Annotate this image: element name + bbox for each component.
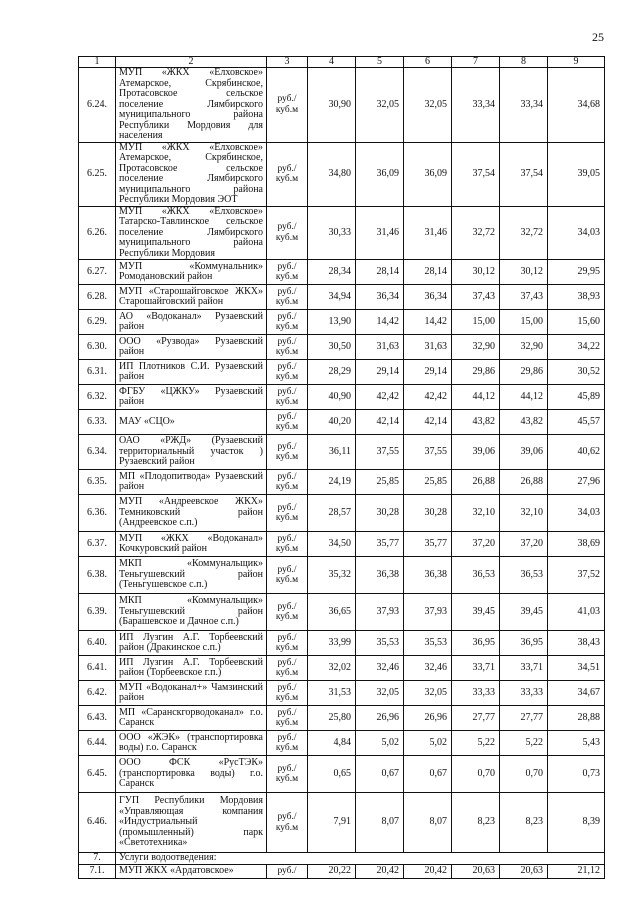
table-row — [79, 532, 605, 557]
tariff-value: 37,54 — [500, 142, 548, 206]
tariff-value: 36,34 — [356, 285, 404, 310]
organization-name: ИП Лузгин А.Г. Торбеевский район (Торбеевское г.п.) — [116, 656, 267, 681]
row-number: 6.40. — [79, 631, 116, 656]
tariff-value: 14,42 — [356, 310, 404, 335]
tariff-value: 30,12 — [500, 260, 548, 285]
tariff-value: 37,43 — [500, 285, 548, 310]
tariff-value: 32,05 — [356, 68, 404, 143]
tariff-value: 30,28 — [404, 495, 452, 532]
unit-cell: руб./ куб.м — [267, 335, 308, 360]
tariff-value: 35,32 — [308, 557, 356, 594]
table-row — [79, 631, 605, 656]
tariff-value: 30,28 — [356, 495, 404, 532]
tariff-value: 37,55 — [404, 435, 452, 470]
tariff-value: 20,42 — [404, 864, 452, 878]
tariff-value: 33,71 — [452, 656, 500, 681]
organization-name: МУП «Коммунальник» Ромодановский район — [116, 260, 267, 285]
tariff-value: 36,38 — [404, 557, 452, 594]
tariff-value: 33,99 — [308, 631, 356, 656]
unit-cell: руб./ куб.м — [267, 532, 308, 557]
unit-cell: руб./ куб.м — [267, 360, 308, 385]
tariff-value: 39,06 — [500, 435, 548, 470]
tariff-value: 32,72 — [500, 206, 548, 260]
tariff-value: 0,70 — [452, 756, 500, 793]
tariff-value: 39,06 — [452, 435, 500, 470]
header-cell: 8 — [500, 57, 548, 68]
table-row — [79, 557, 605, 594]
header-cell: 6 — [404, 57, 452, 68]
tariff-value: 34,50 — [308, 532, 356, 557]
tariff-value: 5,22 — [500, 731, 548, 756]
tariff-value: 33,34 — [500, 68, 548, 143]
tariff-value: 28,88 — [548, 706, 605, 731]
tariff-value: 34,94 — [308, 285, 356, 310]
tariff-value: 38,93 — [548, 285, 605, 310]
row-number: 6.43. — [79, 706, 116, 731]
tariff-value: 15,00 — [452, 310, 500, 335]
organization-name: МКП «Коммунальщик» Теньгушевский район (Барашевское и Дачное с.п.) — [116, 594, 267, 631]
tariff-value: 7,91 — [308, 793, 356, 853]
row-number: 6.41. — [79, 656, 116, 681]
unit-cell: руб./ куб.м — [267, 557, 308, 594]
organization-name: МУП «Водоканал+» Чамзинский район — [116, 681, 267, 706]
tariff-value: 42,42 — [356, 385, 404, 410]
tariff-value: 34,03 — [548, 206, 605, 260]
unit-cell: руб./ куб.м — [267, 495, 308, 532]
tariff-value: 28,29 — [308, 360, 356, 385]
row-number: 6.36. — [79, 495, 116, 532]
tariff-value: 0,73 — [548, 756, 605, 793]
section-row — [79, 853, 605, 865]
unit-cell: руб./ — [267, 864, 308, 878]
table-row — [79, 335, 605, 360]
unit-cell: руб./ куб.м — [267, 435, 308, 470]
tariff-value: 15,00 — [500, 310, 548, 335]
table-row — [79, 681, 605, 706]
tariff-value: 42,42 — [404, 385, 452, 410]
organization-name: МКП «Коммунальщик» Теньгушевский район (Теньгушевское с.п.) — [116, 557, 267, 594]
tariff-value: 35,77 — [356, 532, 404, 557]
table-row — [79, 793, 605, 853]
tariff-value: 0,67 — [356, 756, 404, 793]
organization-name: ФГБУ «ЦЖКУ» Рузаевский район — [116, 385, 267, 410]
tariff-value: 34,80 — [308, 142, 356, 206]
organization-name: ООО ФСК «РусТЭК» (транспортировка воды) г.о. Саранск — [116, 756, 267, 793]
unit-cell: руб./ куб.м — [267, 206, 308, 260]
tariff-value: 35,53 — [356, 631, 404, 656]
tariff-value: 26,96 — [356, 706, 404, 731]
tariff-value: 32,72 — [452, 206, 500, 260]
tariff-value: 8,23 — [500, 793, 548, 853]
section-number: 7. — [79, 853, 116, 865]
tariff-value: 44,12 — [500, 385, 548, 410]
unit-cell: руб./ куб.м — [267, 310, 308, 335]
tariff-value: 32,90 — [500, 335, 548, 360]
tariff-value: 45,89 — [548, 385, 605, 410]
unit-cell: руб./ куб.м — [267, 656, 308, 681]
organization-name: МУП «ЖКХ «Водоканал» Кочкуровский район — [116, 532, 267, 557]
tariff-value: 34,03 — [548, 495, 605, 532]
header-row — [79, 57, 605, 68]
tariff-value: 8,07 — [404, 793, 452, 853]
table-row — [79, 435, 605, 470]
row-number: 6.39. — [79, 594, 116, 631]
tariff-value: 33,34 — [452, 68, 500, 143]
tariff-value: 0,70 — [500, 756, 548, 793]
tariff-value: 28,14 — [404, 260, 452, 285]
tariff-value: 28,57 — [308, 495, 356, 532]
tariff-value: 25,85 — [356, 470, 404, 495]
unit-cell: руб./ куб.м — [267, 631, 308, 656]
tariff-value: 31,53 — [308, 681, 356, 706]
table-row — [79, 470, 605, 495]
unit-cell: руб./ куб.м — [267, 681, 308, 706]
organization-name: ОАО «РЖД» (Рузаевский территориальный участок ) Рузаевский район — [116, 435, 267, 470]
tariff-value: 34,22 — [548, 335, 605, 360]
row-number: 6.29. — [79, 310, 116, 335]
tariff-value: 35,53 — [404, 631, 452, 656]
table-row — [79, 285, 605, 310]
organization-name: МУП «ЖКХ «Елховское» Атемарское, Скрябинское, Протасовское сельское поселение Лямбирского муниципального района Республики Мордовия ЭОТ — [116, 142, 267, 206]
tariff-value: 38,43 — [548, 631, 605, 656]
tariff-value: 32,46 — [404, 656, 452, 681]
tariff-value: 30,52 — [548, 360, 605, 385]
organization-name: ИП Лузгин А.Г. Торбеевский район (Дракинское с.п.) — [116, 631, 267, 656]
tariff-value: 40,90 — [308, 385, 356, 410]
tariff-value: 36,11 — [308, 435, 356, 470]
row-number: 6.38. — [79, 557, 116, 594]
tariff-value: 39,05 — [548, 142, 605, 206]
tariff-value: 29,14 — [404, 360, 452, 385]
tariff-value: 36,65 — [308, 594, 356, 631]
table-row — [79, 656, 605, 681]
tariff-value: 44,12 — [452, 385, 500, 410]
table-row — [79, 731, 605, 756]
row-number: 6.45. — [79, 756, 116, 793]
section-title: Услуги водоотведения: — [116, 853, 605, 865]
tariff-value: 32,90 — [452, 335, 500, 360]
unit-cell: руб./ куб.м — [267, 410, 308, 435]
row-number: 7.1. — [79, 864, 116, 878]
tariff-value: 37,93 — [356, 594, 404, 631]
tariff-value: 36,09 — [404, 142, 452, 206]
table-row — [79, 310, 605, 335]
table-row — [79, 495, 605, 532]
organization-name: ИП Плотников С.И. Рузаевский район — [116, 360, 267, 385]
tariff-value: 5,02 — [404, 731, 452, 756]
organization-name: МУП «Андреевское ЖКХ» Темниковский район (Андреевское с.п.) — [116, 495, 267, 532]
tariff-value: 35,77 — [404, 532, 452, 557]
tariff-value: 30,50 — [308, 335, 356, 360]
row-number: 6.28. — [79, 285, 116, 310]
tariff-value: 29,86 — [500, 360, 548, 385]
tariff-value: 31,46 — [404, 206, 452, 260]
row-number: 6.46. — [79, 793, 116, 853]
tariff-value: 39,45 — [452, 594, 500, 631]
header-cell: 4 — [308, 57, 356, 68]
tariff-value: 37,54 — [452, 142, 500, 206]
tariff-value: 26,88 — [500, 470, 548, 495]
organization-name: МУП ЖКХ «Ардатовское» — [116, 864, 267, 878]
row-number: 6.35. — [79, 470, 116, 495]
tariff-value: 36,95 — [500, 631, 548, 656]
tariff-value: 27,77 — [500, 706, 548, 731]
row-number: 6.37. — [79, 532, 116, 557]
tariff-value: 31,46 — [356, 206, 404, 260]
tariff-value: 37,52 — [548, 557, 605, 594]
tariff-value: 37,20 — [500, 532, 548, 557]
unit-cell: руб./ куб.м — [267, 285, 308, 310]
page-number: 25 — [592, 30, 604, 44]
tariff-value: 32,05 — [404, 68, 452, 143]
tariff-value: 27,96 — [548, 470, 605, 495]
tariff-value: 34,68 — [548, 68, 605, 143]
table-row — [79, 594, 605, 631]
tariff-value: 34,67 — [548, 681, 605, 706]
header-cell: 2 — [116, 57, 267, 68]
tariff-value: 37,55 — [356, 435, 404, 470]
row-number: 6.44. — [79, 731, 116, 756]
unit-cell: руб./ куб.м — [267, 594, 308, 631]
tariff-value: 15,60 — [548, 310, 605, 335]
tariff-value: 0,67 — [404, 756, 452, 793]
unit-cell: руб./ куб.м — [267, 756, 308, 793]
tariff-value: 31,63 — [404, 335, 452, 360]
tariff-value: 30,33 — [308, 206, 356, 260]
tariff-value: 30,90 — [308, 68, 356, 143]
table-row — [79, 360, 605, 385]
tariff-value: 34,51 — [548, 656, 605, 681]
tariff-value: 42,14 — [404, 410, 452, 435]
row-number: 6.27. — [79, 260, 116, 285]
tariff-value: 33,33 — [500, 681, 548, 706]
row-number: 6.32. — [79, 385, 116, 410]
tariff-value: 29,86 — [452, 360, 500, 385]
unit-cell: руб./ куб.м — [267, 142, 308, 206]
header-cell: 9 — [548, 57, 605, 68]
tariff-value: 36,38 — [356, 557, 404, 594]
row-number: 6.26. — [79, 206, 116, 260]
tariff-value: 20,42 — [356, 864, 404, 878]
tariff-value: 37,20 — [452, 532, 500, 557]
tariff-value: 36,34 — [404, 285, 452, 310]
tariff-value: 32,10 — [500, 495, 548, 532]
table-row — [79, 385, 605, 410]
tariff-value: 31,63 — [356, 335, 404, 360]
tariff-value: 8,23 — [452, 793, 500, 853]
tariff-value: 29,14 — [356, 360, 404, 385]
unit-cell: руб./ куб.м — [267, 260, 308, 285]
table-row — [79, 864, 605, 878]
tariff-value: 24,19 — [308, 470, 356, 495]
tariff-value: 32,46 — [356, 656, 404, 681]
table-row — [79, 68, 605, 143]
header-cell: 7 — [452, 57, 500, 68]
tariff-value: 33,71 — [500, 656, 548, 681]
row-number: 6.33. — [79, 410, 116, 435]
tariff-value: 32,05 — [404, 681, 452, 706]
organization-name: МУП «Старошайговское ЖКХ» Старошайговский район — [116, 285, 267, 310]
tariff-value: 36,53 — [500, 557, 548, 594]
tariff-value: 36,95 — [452, 631, 500, 656]
row-number: 6.42. — [79, 681, 116, 706]
tariff-value: 37,93 — [404, 594, 452, 631]
tariff-value: 32,05 — [356, 681, 404, 706]
tariff-value: 42,14 — [356, 410, 404, 435]
tariff-value: 36,09 — [356, 142, 404, 206]
tariff-value: 13,90 — [308, 310, 356, 335]
tariff-value: 27,77 — [452, 706, 500, 731]
tariff-value: 5,02 — [356, 731, 404, 756]
tariff-value: 29,95 — [548, 260, 605, 285]
tariff-value: 28,34 — [308, 260, 356, 285]
tariff-value: 36,53 — [452, 557, 500, 594]
tariff-value: 28,14 — [356, 260, 404, 285]
row-number: 6.34. — [79, 435, 116, 470]
unit-cell: руб./ куб.м — [267, 470, 308, 495]
organization-name: АО «Водоканал» Рузаевский район — [116, 310, 267, 335]
row-number: 6.31. — [79, 360, 116, 385]
tariff-value: 0,65 — [308, 756, 356, 793]
row-number: 6.30. — [79, 335, 116, 360]
tariff-table — [78, 56, 605, 879]
tariff-value: 43,82 — [500, 410, 548, 435]
tariff-value: 5,22 — [452, 731, 500, 756]
tariff-value: 40,62 — [548, 435, 605, 470]
unit-cell: руб./ куб.м — [267, 793, 308, 853]
tariff-value: 8,07 — [356, 793, 404, 853]
tariff-value: 30,12 — [452, 260, 500, 285]
tariff-value: 38,69 — [548, 532, 605, 557]
tariff-value: 45,57 — [548, 410, 605, 435]
tariff-value: 33,33 — [452, 681, 500, 706]
tariff-value: 32,02 — [308, 656, 356, 681]
tariff-value: 20,22 — [308, 864, 356, 878]
tariff-value: 8,39 — [548, 793, 605, 853]
tariff-value: 26,88 — [452, 470, 500, 495]
table-row — [79, 410, 605, 435]
tariff-value: 25,80 — [308, 706, 356, 731]
table-row — [79, 706, 605, 731]
unit-cell: руб./ куб.м — [267, 68, 308, 143]
tariff-value: 39,45 — [500, 594, 548, 631]
tariff-value: 25,85 — [404, 470, 452, 495]
unit-cell: руб./ куб.м — [267, 385, 308, 410]
unit-cell: руб./ куб.м — [267, 706, 308, 731]
tariff-value: 20,63 — [500, 864, 548, 878]
organization-name: МАУ «СЦО» — [116, 410, 267, 435]
organization-name: ООО «Рузвода» Рузаевский район — [116, 335, 267, 360]
row-number: 6.24. — [79, 68, 116, 143]
header-cell: 3 — [267, 57, 308, 68]
header-cell: 1 — [79, 57, 116, 68]
table-row — [79, 206, 605, 260]
tariff-value: 4,84 — [308, 731, 356, 756]
tariff-value: 41,03 — [548, 594, 605, 631]
tariff-value: 20,63 — [452, 864, 500, 878]
row-number: 6.25. — [79, 142, 116, 206]
organization-name: МУП «ЖКХ «Елховское» Татарско-Тавлинское сельское поселение Лямбирского муниципального района Республики Мордовия — [116, 206, 267, 260]
tariff-value: 32,10 — [452, 495, 500, 532]
tariff-value: 26,96 — [404, 706, 452, 731]
tariff-value: 5,43 — [548, 731, 605, 756]
organization-name: ООО «ЖЭК» (транспортировка воды) г.о. Саранск — [116, 731, 267, 756]
organization-name: МП «Плодопитвода» Рузаевский район — [116, 470, 267, 495]
tariff-value: 37,43 — [452, 285, 500, 310]
tariff-value: 40,20 — [308, 410, 356, 435]
organization-name: ГУП Республики Мордовия «Управляющая компания «Индустриальный (промышленный) парк «Светотехника» — [116, 793, 267, 853]
organization-name: МП «Саранскгорводоканал» г.о. Саранск — [116, 706, 267, 731]
table-row — [79, 260, 605, 285]
tariff-value: 21,12 — [548, 864, 605, 878]
table-row — [79, 756, 605, 793]
table-row — [79, 142, 605, 206]
organization-name: МУП «ЖКХ «Елховское» Атемарское, Скрябинское, Протасовское сельское поселение Лямбирского муниципального района Республики Мордовия для населения — [116, 68, 267, 143]
unit-cell: руб./ куб.м — [267, 731, 308, 756]
tariff-value: 14,42 — [404, 310, 452, 335]
tariff-value: 43,82 — [452, 410, 500, 435]
header-cell: 5 — [356, 57, 404, 68]
